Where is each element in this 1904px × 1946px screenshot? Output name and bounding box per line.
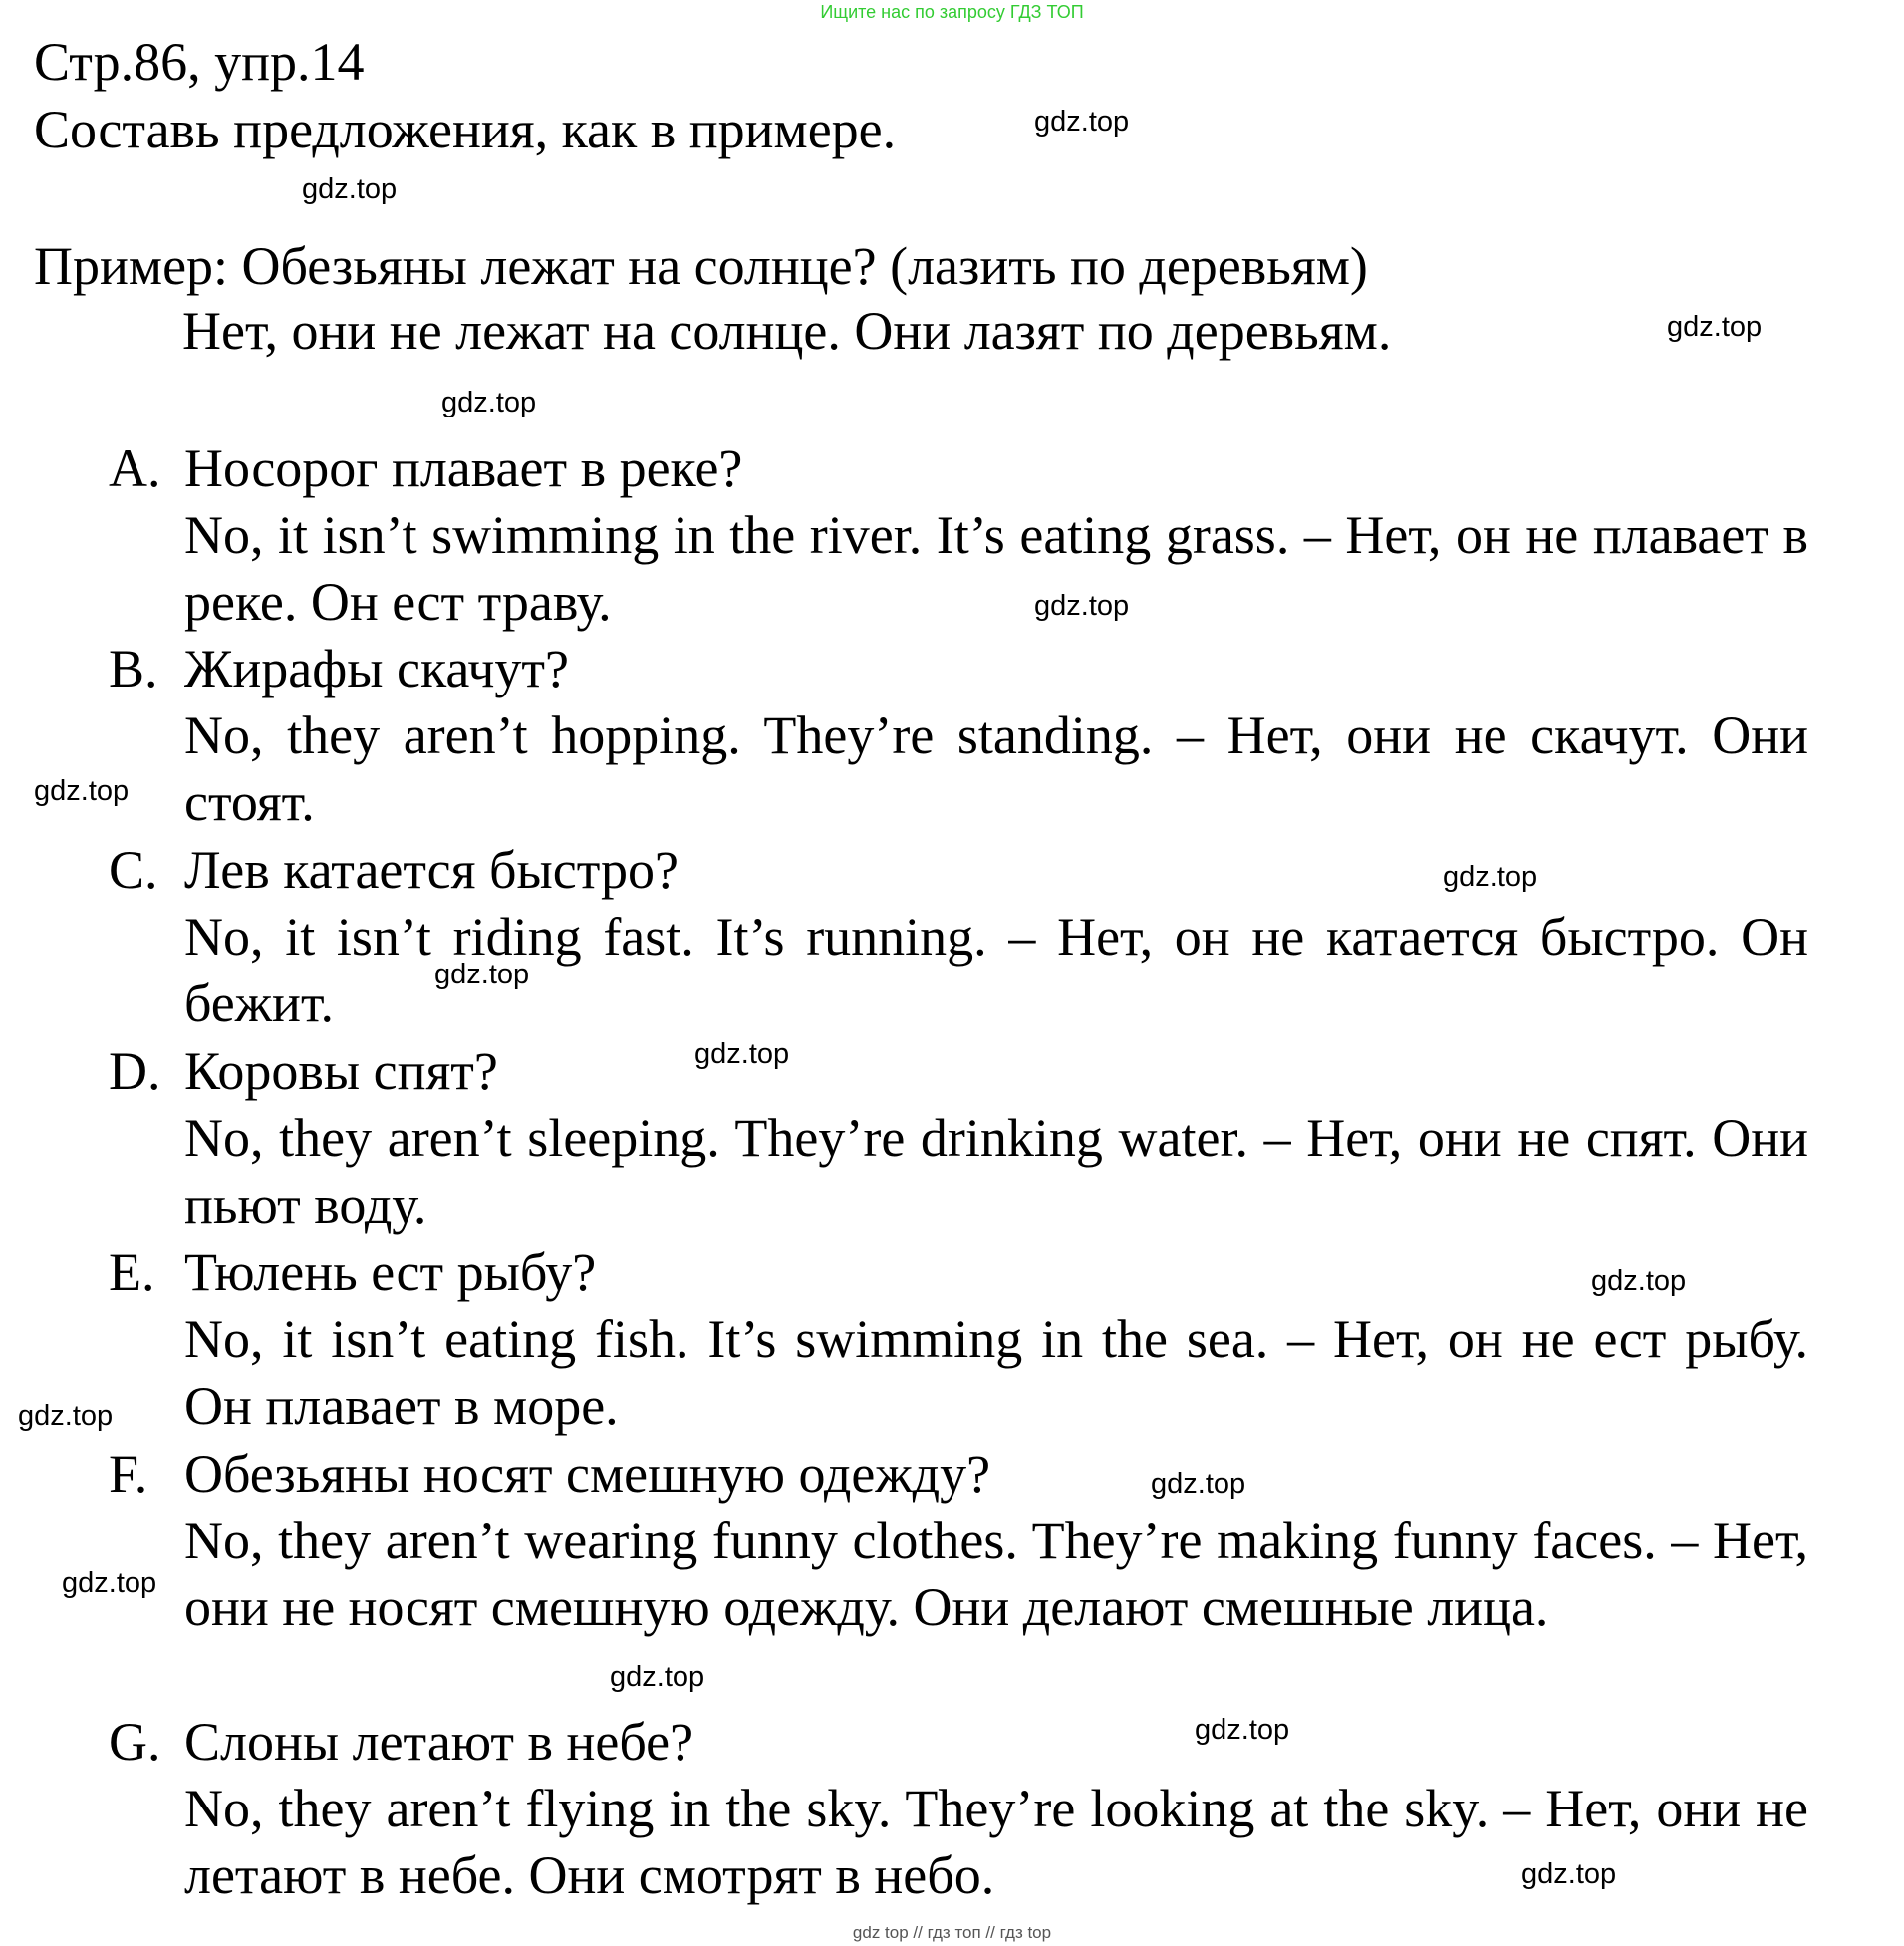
item-answer: No, they aren’t flying in the sky. They’re looking at the sky. – Нет, они не летают в небе. Они смотрят в небо.	[184, 1779, 1808, 1905]
watermark: gdz.top	[610, 1661, 705, 1693]
item-letter: C.	[109, 840, 158, 900]
item-question: Лев катается быстро?	[184, 840, 679, 900]
example-answer: Нет, они не лежат на солнце. Они лазят по деревьям.	[182, 301, 1392, 361]
watermark: gdz.top	[1591, 1265, 1687, 1297]
item-letter: G.	[109, 1712, 161, 1772]
item-answer: No, they aren’t wearing funny clothes. They’re making funny faces. – Нет, они не носят смешную одежду. Они делают смешные лица.	[184, 1511, 1808, 1637]
watermark: gdz.top	[694, 1038, 790, 1070]
watermark: gdz.top	[34, 775, 130, 807]
watermark: gdz.top	[1443, 861, 1538, 893]
item-question: Тюлень ест рыбу?	[184, 1243, 597, 1302]
item-answer: No, they aren’t hopping. They’re standing. – Нет, они не скачут. Они стоят.	[184, 705, 1808, 832]
item-question: Коровы спят?	[184, 1041, 498, 1101]
item-letter: F.	[109, 1444, 148, 1504]
watermark: gdz.top	[18, 1400, 114, 1432]
watermark: gdz.top	[1667, 311, 1763, 343]
watermark: gdz.top	[434, 959, 530, 990]
item-answer: No, it isn’t swimming in the river. It’s eating grass. – Нет, он не плавает в реке. Он ест траву.	[184, 505, 1808, 632]
bottom-banner[interactable]: gdz top // гдз топ // гдз top	[852, 1923, 1052, 1942]
item-answer: No, it isn’t riding fast. It’s running. – Нет, он не катается быстро. Он бежит.	[184, 907, 1808, 1033]
item-answer: No, they aren’t sleeping. They’re drinking water. – Нет, они не спят. Они пьют воду.	[184, 1108, 1808, 1235]
watermark: gdz.top	[1195, 1714, 1290, 1746]
page-title: Стр.86, упр.14	[34, 32, 365, 92]
item-question: Жирафы скачут?	[184, 639, 569, 698]
item-letter: E.	[109, 1243, 155, 1302]
watermark: gdz.top	[302, 173, 398, 205]
exercise-instruction: Составь предложения, как в примере.	[34, 100, 897, 159]
watermark: gdz.top	[1034, 590, 1130, 622]
watermark: gdz.top	[62, 1567, 157, 1599]
item-answer: No, it isn’t eating fish. It’s swimming in the sea. – Нет, он не ест рыбу. Он плавает в море.	[184, 1309, 1808, 1436]
top-banner[interactable]: Ищите нас по запросу ГДЗ ТОП	[820, 2, 1084, 22]
item-question: Слоны летают в небе?	[184, 1712, 694, 1772]
watermark: gdz.top	[1521, 1858, 1617, 1890]
item-question: Обезьяны носят смешную одежду?	[184, 1444, 991, 1504]
item-letter: B.	[109, 639, 158, 698]
item-letter: D.	[109, 1041, 161, 1101]
example-question: Пример: Обезьяны лежат на солнце? (лазить по деревьям)	[34, 236, 1368, 296]
watermark: gdz.top	[441, 387, 537, 418]
watermark: gdz.top	[1034, 106, 1130, 138]
item-question: Носорог плавает в реке?	[184, 438, 743, 498]
watermark: gdz.top	[1151, 1468, 1246, 1500]
item-letter: A.	[109, 438, 161, 498]
